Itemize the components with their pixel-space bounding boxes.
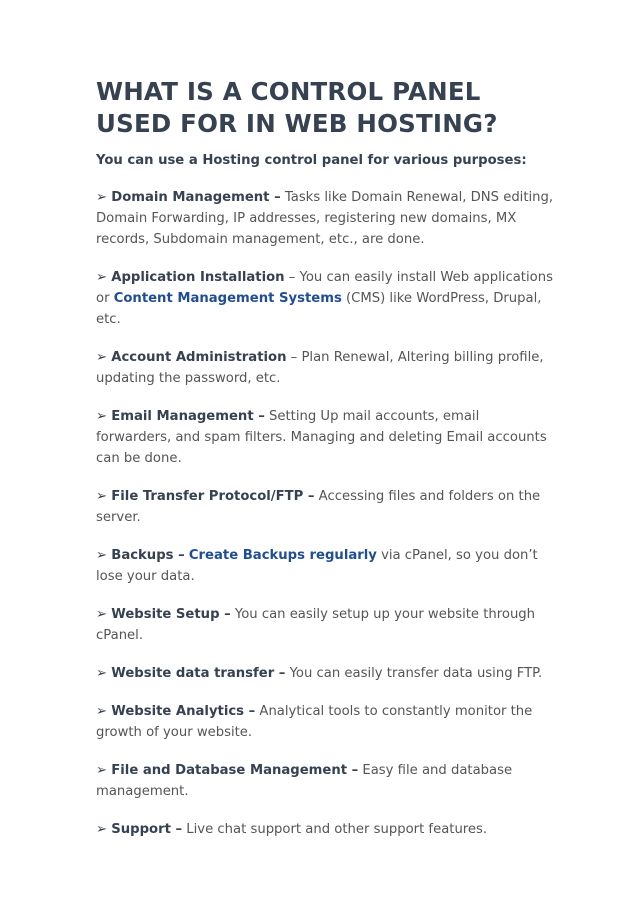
item-term: File Transfer Protocol/FTP – [111,489,315,504]
list-item-support [96,819,556,840]
list-item-ftp [96,486,556,528]
item-term: Website Setup – [111,607,231,622]
arrow-bullet-icon: ➢ [96,270,108,285]
arrow-bullet-icon: ➢ [96,489,108,504]
item-description: You can easily setup up your website through cPanel. [96,607,536,643]
item-description: Analytical tools to constantly monitor the growth of your website. [96,704,533,740]
page-title: WHAT IS A CONTROL PANEL USED FOR IN WEB HOSTING? [96,77,498,138]
arrow-bullet-icon: ➢ [96,190,108,205]
arrow-bullet-icon: ➢ [96,548,108,563]
item-description: Tasks like Domain Renewal, DNS editing, Domain Forwarding, IP addresses, registering new domains, MX records, Subdomain management, etc., are done. [96,190,554,247]
item-description-tail: via cPanel, so you don’t lose your data. [96,548,538,584]
article [96,76,556,840]
create-backups-link[interactable]: Create Backups regularly [188,548,377,563]
cms-link[interactable]: Content Management Systems [113,291,342,306]
item-description: Easy file and database management. [96,763,513,799]
arrow-bullet-icon: ➢ [96,822,108,837]
item-description: Live chat support and other support features. [182,822,488,837]
list-item-website-analytics [96,701,556,743]
item-description: You can easily transfer data using FTP. [285,666,543,681]
list-item-account-administration [96,347,556,389]
arrow-bullet-icon: ➢ [96,704,108,719]
item-term: Backups – [111,548,185,563]
item-term: Domain Management – [111,190,281,205]
item-description: Accessing files and folders on the server. [96,489,541,525]
list-item-website-data-transfer [96,663,556,684]
list-item-application-installation [96,267,556,330]
arrow-bullet-icon: ➢ [96,409,108,424]
item-term: File and Database Management – [111,763,359,778]
arrow-bullet-icon: ➢ [96,350,108,365]
intro-text: You can use a Hosting control panel for various purposes: [96,153,527,168]
list-item-email-management [96,406,556,469]
list-item-website-setup [96,604,556,646]
arrow-bullet-icon: ➢ [96,666,108,681]
item-term: Application Installation [111,270,285,285]
list-item-domain-management [96,187,556,250]
item-term: Website data transfer – [111,666,286,681]
item-description: – Plan Renewal, Altering billing profile, updating the password, etc. [96,350,544,386]
item-term: Email Management – [111,409,265,424]
item-description-tail: (CMS) like WordPress, Drupal, etc. [96,291,542,327]
item-term: Website Analytics – [111,704,256,719]
arrow-bullet-icon: ➢ [96,763,108,778]
item-description: Setting Up mail accounts, email forwarders, and spam filters. Managing and deleting Email accounts can be done. [96,409,547,466]
item-term: Support – [111,822,183,837]
arrow-bullet-icon: ➢ [96,607,108,622]
list-item-backups [96,545,556,587]
item-term: Account Administration [111,350,287,365]
list-item-file-database-management [96,760,556,802]
item-description: – You can easily install Web applications or [96,270,553,306]
